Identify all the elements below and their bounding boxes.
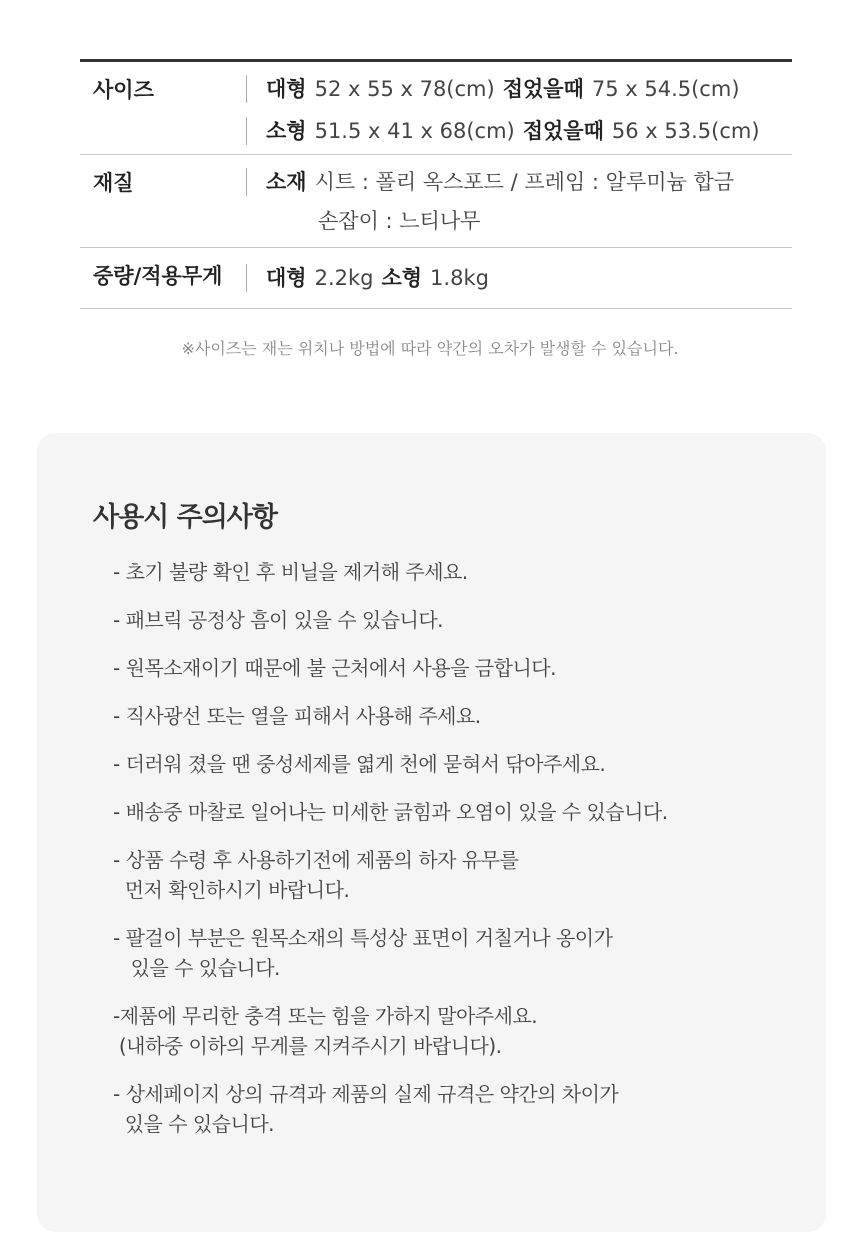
- spec-label: 재질: [93, 171, 134, 195]
- list-item: - 상품 수령 후 사용하기전에 제품의 하자 유무를 먼저 확인하시기 바랍니다.: [113, 848, 519, 902]
- spec-value: 56 x 53.5(cm): [611, 119, 760, 143]
- spec-row-weight: [80, 248, 792, 309]
- spec-row-size: [80, 62, 792, 155]
- spec-value: 51.5 x 41 x 68(cm): [314, 119, 515, 143]
- list-item: - 팔걸이 부분은 원목소재의 특성상 표면이 거칠거나 옹이가 있을 수 있습니다.: [113, 926, 613, 980]
- spec-tag: 접었을때: [502, 77, 584, 101]
- spec-label: 사이즈: [93, 78, 154, 102]
- list-item: -제품에 무리한 충격 또는 힘을 가하지 말아주세요. (내하중 이하의 무게를 지켜주시기 바랍니다).: [113, 1004, 538, 1058]
- spec-tag: 소형: [266, 119, 307, 143]
- spec-values: [246, 62, 792, 154]
- size-note: ※사이즈는 재는 위치나 방법에 따라 약간의 오차가 발생할 수 있습니다.: [181, 339, 679, 358]
- care-title: 사용시 주의사항: [93, 502, 277, 533]
- divider: [246, 75, 247, 103]
- divider: [246, 168, 247, 196]
- care-panel: [37, 433, 826, 1232]
- spec-table: [80, 59, 792, 309]
- list-item: - 배송중 마찰로 일어나는 미세한 긁힘과 오염이 있을 수 있습니다.: [113, 800, 668, 824]
- spec-value: 75 x 54.5(cm): [591, 77, 740, 101]
- divider: [246, 117, 247, 145]
- spec-line: [246, 161, 792, 203]
- spec-line: [246, 110, 792, 152]
- spec-values: [246, 155, 792, 247]
- spec-row-material: [80, 155, 792, 248]
- spec-tag: 소형: [381, 266, 423, 290]
- spec-line: [246, 257, 792, 299]
- spec-value: 손잡이 : 느티나무: [318, 209, 481, 233]
- spec-values: [246, 248, 792, 308]
- spec-value: 1.8kg: [430, 266, 489, 290]
- spec-line: [246, 68, 792, 110]
- spec-value: 2.2kg: [314, 266, 374, 290]
- spec-value: 시트 : 폴리 옥스포드 / 프레임 : 알루미늄 합금: [314, 170, 735, 194]
- spec-tag: 대형: [266, 266, 307, 290]
- spec-tag: 접었을때: [522, 119, 604, 143]
- list-item: - 패브릭 공정상 흠이 있을 수 있습니다.: [113, 608, 444, 632]
- care-list: [113, 557, 668, 1157]
- spec-tag: 소재: [266, 170, 307, 194]
- spec-tag: 대형: [266, 77, 307, 101]
- list-item: - 상세페이지 상의 규격과 제품의 실제 규격은 약간의 차이가 있을 수 있습니다.: [113, 1082, 619, 1136]
- list-item: - 초기 불량 확인 후 비닐을 제거해 주세요.: [113, 560, 468, 584]
- list-item: - 더러워 졌을 땐 중성세제를 엷게 천에 묻혀서 닦아주세요.: [113, 752, 606, 776]
- spec-label: 중량/적용무게: [93, 264, 223, 288]
- spec-value: 52 x 55 x 78(cm): [314, 77, 495, 101]
- list-item: - 직사광선 또는 열을 피해서 사용해 주세요.: [113, 704, 481, 728]
- divider: [246, 264, 247, 292]
- list-item: - 원목소재이기 때문에 불 근처에서 사용을 금합니다.: [113, 656, 556, 680]
- spec-line: [246, 203, 792, 239]
